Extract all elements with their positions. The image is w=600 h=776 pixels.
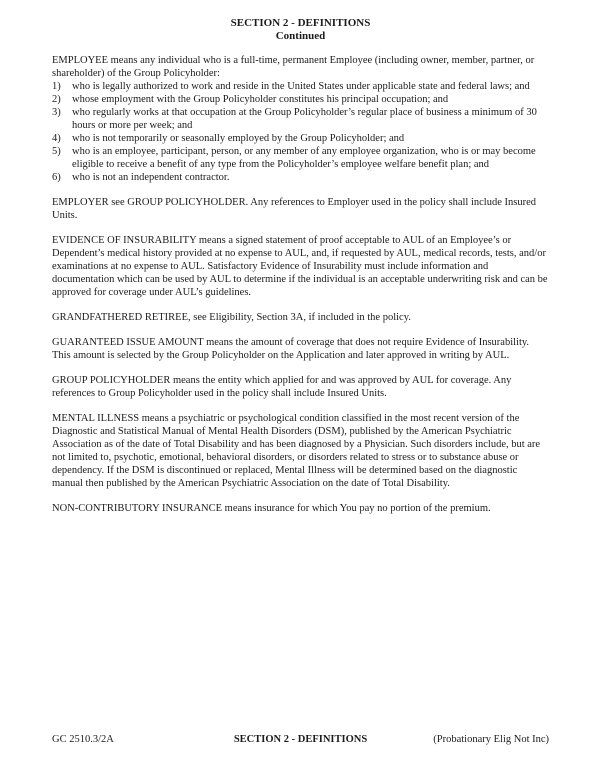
list-item [52,132,549,145]
list-item-number: 5) [52,146,61,157]
list-item [52,145,549,171]
list-item-text: whose employment with the Group Policyholder constitutes his principal occupation; and [72,94,449,105]
list-item [52,171,549,184]
page-title: SECTION 2 - DEFINITIONS [230,17,371,29]
list-item-text: who regularly works at that occupation at the Group Policyholder’s regular place of business a minimum of 30 hours or more per week; and [72,107,537,131]
definition-grandfathered-retiree: GRANDFATHERED RETIREE, see Eligibility, Section 3A, if included in the policy. [52,312,411,323]
definition-guaranteed-issue-amount: GUARANTEED ISSUE AMOUNT means the amount of coverage that does not require Evidence of Insurability. This amount is selected by the Group Policyholder on the Application and later approved in writing by AUL. [52,337,530,361]
document-content [52,17,549,515]
list-item-text: who is legally authorized to work and reside in the United States under applicable state and federal laws; and [72,81,530,92]
footer-form-number: GC 2510.3/2A [52,734,114,745]
footer-note: (Probationary Elig Not Inc) [433,734,550,745]
list-item-number: 2) [52,94,61,105]
list-item-number: 3) [52,107,61,118]
definition-employee-intro: EMPLOYEE means any individual who is a full-time, permanent Employee (including owner, member, partner, or shareholder) of the Group Policyholder: [52,55,535,79]
list-item-number: 6) [52,172,61,183]
list-item [52,80,549,93]
list-item-number: 4) [52,133,61,144]
employee-criteria-list [52,80,549,184]
list-item-number: 1) [52,81,61,92]
list-item-text: who is an employee, participant, person, or any member of any employee organization, who is or may become eligible to receive a benefit of any type from the Policyholder’s employee welfare benefit plan; and [72,146,536,170]
list-item-text: who is not an independent contractor. [72,172,230,183]
definition-employer: EMPLOYER see GROUP POLICYHOLDER. Any references to Employer used in the policy shall include Insured Units. [52,197,536,221]
definition-mental-illness: MENTAL ILLNESS means a psychiatric or psychological condition classified in the most recent version of the Diagnostic and Statistical Manual of Mental Health Disorders (DSM), published by the American Psychiatric Association as of the date of Total Disability and has been diagnosed by a Physician. Such disorders include, but are not limited to, psychotic, emotional, behavioral disorders, or disorders related to stress or to substance abuse or dependency. If the DSM is discontinued or replaced, Mental Illness will be determined based on the diagnostic manual then published by the American Psychiatric Association on the date of Total Disability. [52,413,541,489]
definition-non-contributory-insurance: NON-CONTRIBUTORY INSURANCE means insurance for which You pay no portion of the premium. [52,503,491,514]
page-subtitle: Continued [275,30,326,42]
list-item-text: who is not temporarily or seasonally employed by the Group Policyholder; and [72,133,405,144]
list-item [52,93,549,106]
definition-group-policyholder: GROUP POLICYHOLDER means the entity which applied for and was approved by AUL for coverage. Any references to Group Policyholder used in the policy shall include Insured Units. [52,375,512,399]
footer-section-title: SECTION 2 - DEFINITIONS [233,734,368,745]
page-footer [52,733,549,746]
definition-evidence-of-insurability: EVIDENCE OF INSURABILITY means a signed statement of proof acceptable to AUL of an Employee’s or Dependent’s medical history provided at no expense to AUL, and, if requested by AUL, medical records, tests, and/or examinations at no expense to AUL. Satisfactory Evidence of Insurability must include information and documentation which can be used by AUL to determine if the individual is an acceptable underwriting risk and can be approved for coverage under AUL’s guidelines. [52,235,548,298]
list-item [52,106,549,132]
